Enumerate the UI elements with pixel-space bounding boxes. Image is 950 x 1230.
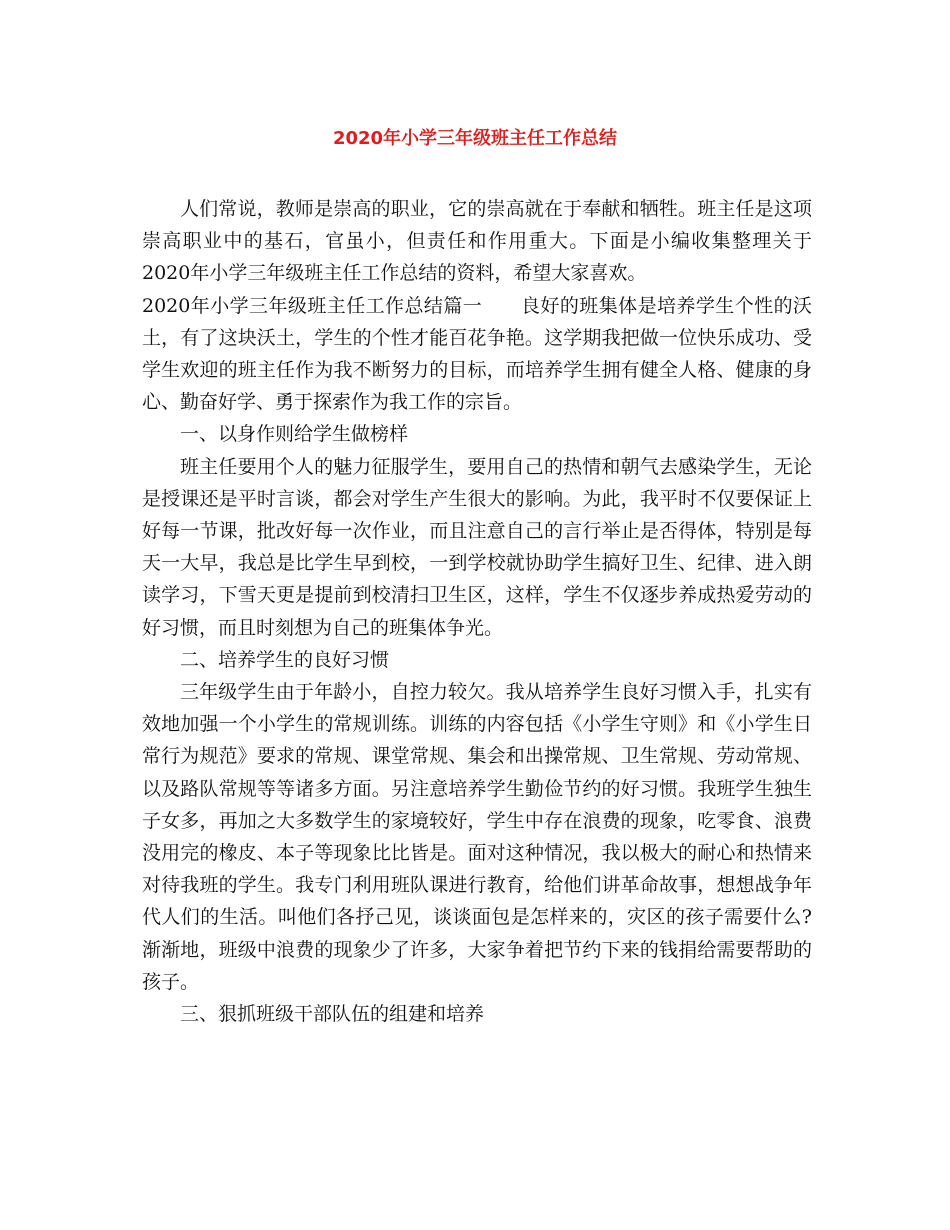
paragraph-part-one: 2020年小学三年级班主任工作总结篇一 良好的班集体是培养学生个性的沃土，有了这块沃土，学生的个性才能百花争艳。这学期我把做一位快乐成功、受学生欢迎的班主任作为我不断努力的目标，而培养学生拥有健全人格、健康的身心、勤奋好学、勇于探索作为我工作的宗旨。 (142, 294, 812, 414)
paragraph-section-1: 班主任要用个人的魅力征服学生，要用自己的热情和朝气去感染学生，无论是授课还是平时言谈，都会对学生产生很大的影响。为此，我平时不仅要保证上好每一节课，批改好每一次作业，而且注意自己的言行举止是否得体，特别是每天一大早，我总是比学生早到校，一到学校就协助学生搞好卫生、纪律、进入朗读学习，下雪天更是提前到校清扫卫生区，这样，学生不仅逐步养成热爱劳动的好习惯，而且时刻想为自己的班集体争光。 (142, 455, 812, 639)
paragraph-section-2: 三年级学生由于年龄小，自控力较欠。我从培养学生良好习惯入手，扎实有效地加强一个小学生的常规训练。训练的内容包括《小学生守则》和《小学生日常行为规范》要求的常规、课堂常规、集会和出操常规、卫生常规、劳动常规、以及路队常规等等诸多方面。另注意培养学生勤俭节约的好习惯。我班学生独生子女多，再加之大多数学生的家境较好，学生中存在浪费的现象，吃零食、浪费没用完的橡皮、本子等现象比比皆是。面对这种情况，我以极大的耐心和热情来对待我班的学生。我专门利用班队课进行教育，给他们讲革命故事，想想战争年代人们的生活。叫他们各抒己见，谈谈面包是怎样来的，灾区的孩子需要什么?渐渐地，班级中浪费的现象少了许多，大家争着把节约下来的钱捐给需要帮助的孩子。 (142, 681, 812, 993)
document-title: 2020年小学三年级班主任工作总结 (332, 128, 618, 149)
paragraph-intro: 人们常说，教师是崇高的职业，它的崇高就在于奉献和牺牲。班主任是这项崇高职业中的基石，官虽小，但责任和作用重大。下面是小编收集整理关于2020年小学三年级班主任工作总结的资料，希望大家喜欢。 (142, 198, 812, 285)
document-body (142, 193, 812, 1030)
section-heading-2: 二、培养学生的良好习惯 (180, 648, 390, 671)
section-heading-3: 三、狠抓班级干部队伍的组建和培养 (180, 1003, 485, 1026)
section-heading-1: 一、以身作则给学生做榜样 (180, 423, 409, 446)
